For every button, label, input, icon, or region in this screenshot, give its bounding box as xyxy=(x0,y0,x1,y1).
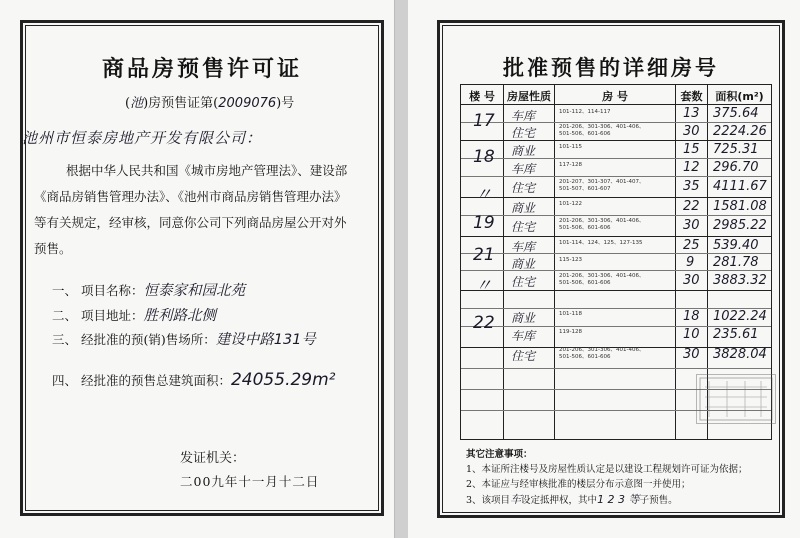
room-range: 117-128 xyxy=(559,162,582,168)
row-divider xyxy=(461,215,771,216)
building-number: 22 xyxy=(473,313,495,333)
para-line-3: 等有关规定，经审核，同意你公司下列商品房屋公开对外 xyxy=(34,215,347,230)
certificate-title: 商品房预售许可证 xyxy=(101,57,302,82)
cert-suffix: )号 xyxy=(276,96,295,111)
use-type: 商业 xyxy=(511,144,536,158)
set-count: 15 xyxy=(683,142,700,157)
use-type: 车库 xyxy=(511,109,536,123)
set-count: 13 xyxy=(683,106,700,121)
item3-label: 三、 经批准的预(销)售场所： xyxy=(52,332,216,347)
certificate-number xyxy=(125,92,294,111)
seal-stamp xyxy=(696,374,776,424)
use-type: 商业 xyxy=(511,201,536,215)
room-range-a: 201-206、301-306、401-406、 xyxy=(559,347,645,353)
use-type: 车库 xyxy=(511,162,536,176)
room-range: 101-115 xyxy=(559,144,582,150)
item-project-address xyxy=(52,304,216,325)
set-count: 30 xyxy=(683,218,700,233)
row-divider xyxy=(461,158,771,159)
room-range-b: 501-507、601-607 xyxy=(559,186,611,192)
row-divider xyxy=(461,122,771,123)
use-type: 商业 xyxy=(511,257,536,271)
set-count: 25 xyxy=(683,238,700,253)
area-value: 375.64 xyxy=(713,106,759,121)
room-range: 101-118 xyxy=(559,311,582,317)
approval-paragraph xyxy=(34,158,369,262)
room-range: 115-123 xyxy=(559,257,582,263)
notes-section xyxy=(466,447,776,508)
row-divider xyxy=(461,197,771,198)
set-count: 30 xyxy=(683,347,700,362)
building-number: 〃 xyxy=(475,185,492,205)
row-divider xyxy=(461,236,771,237)
item2-value: 胜利路北侧 xyxy=(143,308,216,324)
header-room: 房 号 xyxy=(602,90,628,103)
issue-date: 二00九年十一月十二日 xyxy=(180,474,320,489)
room-range xyxy=(559,124,644,138)
area-value: 235.61 xyxy=(713,327,759,342)
issuing-authority: 发证机关： xyxy=(180,451,246,466)
building-number: 17 xyxy=(473,111,495,131)
row-divider xyxy=(461,270,771,271)
area-value: 539.40 xyxy=(713,238,759,253)
item1-value: 恒泰家和园北苑 xyxy=(143,283,245,299)
room-range-a: 201-207、301-307、401-407、 xyxy=(559,179,645,185)
area-value: 2224.26 xyxy=(713,124,767,139)
room-range: 101-114、124、125、127-135 xyxy=(559,240,643,246)
area-value: 3883.32 xyxy=(713,273,767,288)
room-range-a: 201-206、301-306、401-406、 xyxy=(559,273,645,279)
note-3 xyxy=(466,492,776,508)
area-value: 281.78 xyxy=(713,255,759,270)
use-type: 住宅 xyxy=(511,220,536,234)
room-range-a: 201-206、301-306、401-406、 xyxy=(559,218,645,224)
item2-label: 二、 项目地址： xyxy=(52,308,144,323)
set-count: 10 xyxy=(683,327,700,342)
item4-label: 四、 经批准的预售总建筑面积： xyxy=(52,373,231,388)
room-range-b: 501-506、601-606 xyxy=(559,354,611,360)
row-divider xyxy=(461,176,771,177)
item4-value: 24055.29m² xyxy=(230,370,336,390)
area-value: 4111.67 xyxy=(713,179,767,194)
use-type: 商业 xyxy=(511,311,536,325)
area-value: 2985.22 xyxy=(713,218,767,233)
area-value: 296.70 xyxy=(713,160,759,175)
cert-region: 池 xyxy=(130,96,144,111)
col-divider xyxy=(503,85,504,439)
note3-post: 子预售。 xyxy=(639,495,678,506)
para-line-2: 《商品房销售管理办法》、《池州市商品房销售管理办法》 xyxy=(34,189,347,204)
row-divider xyxy=(461,368,771,369)
note3-pre: 3、该项目 xyxy=(466,495,511,506)
set-count: 12 xyxy=(683,160,700,175)
note3-mid: 设定抵押权，其中 xyxy=(521,495,598,506)
room-range xyxy=(559,179,644,193)
header-divider xyxy=(461,104,771,105)
set-count: 18 xyxy=(683,309,700,324)
area-value: 1581.08 xyxy=(713,199,767,214)
room-range-a: 201-206、301-306、401-406、 xyxy=(559,124,645,130)
room-range-b: 501-506、601-606 xyxy=(559,225,611,231)
use-type: 住宅 xyxy=(511,275,536,289)
area-value: 3828.04 xyxy=(713,347,767,362)
set-count: 35 xyxy=(683,179,700,194)
area-value: 1022.24 xyxy=(713,309,767,324)
set-count: 30 xyxy=(683,273,700,288)
item-total-area xyxy=(52,370,335,390)
set-count: 9 xyxy=(686,255,695,270)
para-line-1: 根据中华人民共和国《城市房地产管理法》、建设部 xyxy=(66,163,348,178)
header-area: 面积(m²) xyxy=(715,90,764,103)
room-range xyxy=(559,273,644,287)
room-range xyxy=(559,347,644,361)
cert-number-value: 2009076 xyxy=(218,96,277,111)
room-range: 101-122 xyxy=(559,201,582,207)
use-type: 车库 xyxy=(511,240,536,254)
cert-prefix: ( xyxy=(125,96,131,111)
use-type: 车库 xyxy=(511,329,536,343)
header-building: 楼 号 xyxy=(469,90,495,103)
note3-hand1: 车 xyxy=(510,493,522,506)
note-1: 1、本证所注楼号及房屋性质认定是以建设工程规划许可证为依据； xyxy=(466,464,748,475)
use-type: 住宅 xyxy=(511,126,536,140)
item-project-name xyxy=(52,279,245,300)
room-range: 119-128 xyxy=(559,329,582,335)
room-range: 101-112、114-117 xyxy=(559,109,611,115)
building-number: 19 xyxy=(473,213,495,233)
col-divider xyxy=(675,85,676,439)
company-name: 池州市恒泰房地产开发有限公司： xyxy=(22,129,263,147)
use-type: 住宅 xyxy=(511,181,536,195)
set-count: 30 xyxy=(683,124,700,139)
notes-title: 其它注意事项： xyxy=(466,449,533,460)
header-nature: 房屋性质 xyxy=(507,90,551,103)
note-2: 2、本证应与经审核批准的楼层分布示意图一并使用； xyxy=(466,479,691,490)
room-list-title: 批准预售的详细房号 xyxy=(503,56,719,80)
building-number: 〃 xyxy=(475,276,492,296)
set-count: 22 xyxy=(683,199,700,214)
para-line-4: 预售。 xyxy=(34,241,72,256)
header-sets: 套数 xyxy=(680,90,703,103)
room-range-b: 501-506、601-606 xyxy=(559,280,611,286)
area-value: 725.31 xyxy=(713,142,759,157)
building-number: 21 xyxy=(473,245,495,265)
item3-value: 建设中路131号 xyxy=(215,332,316,348)
col-divider xyxy=(554,85,555,439)
use-type: 住宅 xyxy=(511,349,536,363)
cert-mid: )房预售证第( xyxy=(143,96,219,111)
row-divider xyxy=(461,140,771,141)
room-range xyxy=(559,218,644,232)
item1-label: 一、 项目名称： xyxy=(52,283,144,298)
note3-hand2: 1 2 3 等 xyxy=(597,493,640,506)
item-sales-location xyxy=(52,328,316,349)
building-number: 18 xyxy=(473,147,495,167)
row-divider xyxy=(461,290,771,291)
row-divider xyxy=(461,253,771,254)
room-range-b: 501-506、601-606 xyxy=(559,131,611,137)
